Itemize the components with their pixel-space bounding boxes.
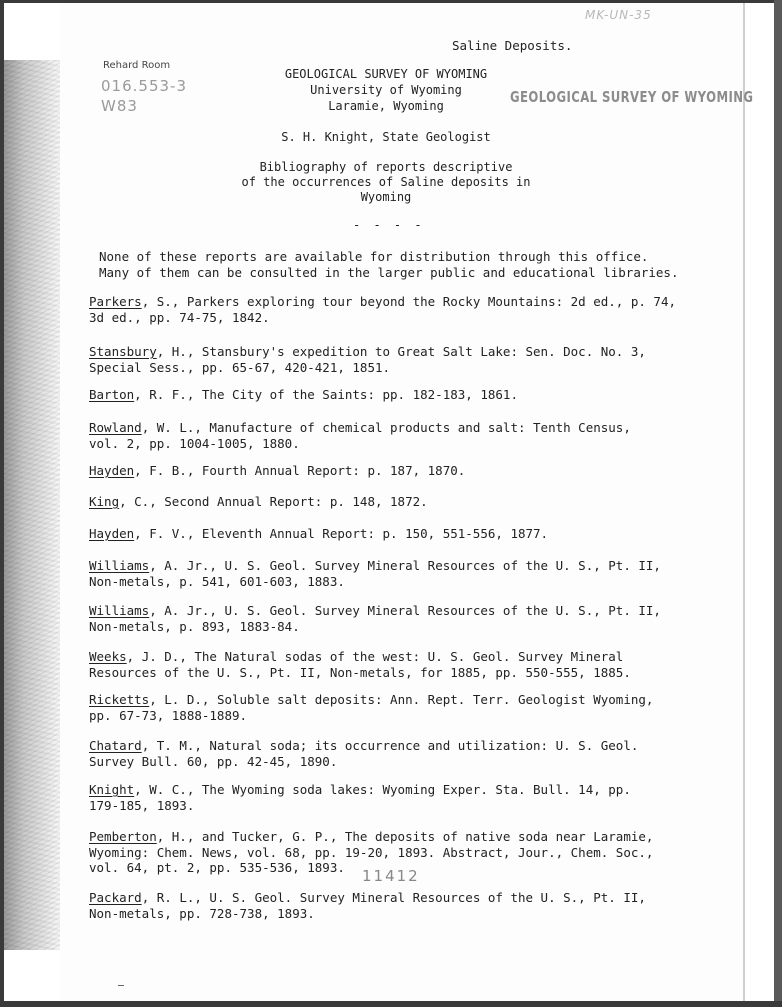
entry-text: Wyoming: Chem. News, vol. 68, pp. 19-20, 1893. Abstract, Jour., Chem. Soc., (89, 844, 654, 860)
bibliography-entry (89, 558, 661, 589)
subtitle-line: Wyoming (360, 190, 412, 204)
entry-author: Parkers (89, 294, 142, 309)
intro-line: Many of them can be consulted in the larger public and educational libraries. (99, 265, 679, 280)
margin-number: 11412 (362, 867, 420, 885)
entry-text: , R. L., U. S. Geol. Survey Mineral Resources of the U. S., Pt. II, (141, 890, 646, 905)
entry-author: Williams (89, 603, 150, 618)
bibliography-entry (89, 890, 646, 921)
entry-text: , W. L., Manufacture of chemical products and salt: Tenth Census, (141, 420, 631, 435)
entry-author: Rowland (89, 420, 142, 435)
city-name: Laramie, Wyoming (328, 99, 444, 113)
entry-author: Stansbury (89, 344, 157, 359)
entry-author: Williams (89, 558, 150, 573)
survey-stamp: GEOLOGICAL SURVEY OF WYOMING (510, 88, 754, 106)
border-bottom (0, 1001, 782, 1007)
separator: - - - - (353, 218, 425, 232)
entry-author: Hayden (89, 526, 135, 541)
entry-text: , H., Stansbury's expedition to Great Salt Lake: Sen. Doc. No. 3, (156, 344, 646, 359)
call-number-line: 016.553-3 (101, 77, 187, 95)
state-geologist: S. H. Knight, State Geologist (281, 130, 491, 144)
entry-author: King (89, 494, 120, 509)
call-number-line: W83 (101, 97, 138, 115)
document-topic: Saline Deposits. (452, 38, 573, 53)
entry-text: Survey Bull. 60, pp. 42-45, 1890. (89, 753, 338, 769)
entry-text: 3d ed., pp. 74-75, 1842. (89, 309, 270, 325)
bibliography-entry (89, 603, 661, 634)
border-top (0, 0, 782, 3)
entry-text: , L. D., Soluble salt deposits: Ann. Rept. Terr. Geologist Wyoming, (149, 692, 654, 707)
entry-text: vol. 64, pt. 2, pp. 535-536, 1893. (89, 860, 345, 875)
page-edge (743, 3, 776, 1001)
entry-author: Pemberton (89, 829, 157, 844)
entry-text: , F. B., Fourth Annual Report: p. 187, 1870. (134, 463, 466, 478)
book-binding-edge (4, 60, 60, 950)
entry-text: , C., Second Annual Report: p. 148, 1872. (119, 494, 428, 509)
reading-room-label: Rehard Room (103, 60, 171, 71)
bibliography-entry (89, 294, 676, 325)
bibliography-entry (89, 344, 646, 375)
bibliography-entry (89, 692, 653, 723)
entry-text: Resources of the U. S., Pt. II, Non-metals, for 1885, pp. 550-555, 1885. (89, 664, 631, 680)
bibliography-entry (89, 526, 548, 542)
entry-text: Non-metals, p. 541, 601-603, 1883. (89, 573, 345, 589)
stray-mark (118, 985, 124, 986)
entry-text: Non-metals, pp. 728-738, 1893. (89, 905, 315, 921)
entry-author: Ricketts (89, 692, 150, 707)
entry-author: Knight (89, 782, 135, 797)
entry-text: , S., Parkers exploring tour beyond the Rocky Mountains: 2d ed., p. 74, (141, 294, 677, 309)
entry-text: , A. Jr., U. S. Geol. Survey Mineral Resources of the U. S., Pt. II, (149, 603, 661, 618)
entry-author: Chatard (89, 738, 142, 753)
border-right (774, 0, 782, 1007)
entry-text: , H., and Tucker, G. P., The deposits of native soda near Laramie, (156, 829, 654, 844)
bibliography-entry (89, 463, 465, 479)
entry-text: , A. Jr., U. S. Geol. Survey Mineral Resources of the U. S., Pt. II, (149, 558, 661, 573)
bibliography-entry (89, 387, 518, 403)
entry-text: vol. 2, pp. 1004-1005, 1880. (89, 435, 300, 451)
entry-author: Packard (89, 890, 142, 905)
entry-text: pp. 67-73, 1888-1889. (89, 707, 248, 723)
entry-text: , R. F., The City of the Saints: pp. 182-183, 1861. (134, 387, 518, 402)
university-name: University of Wyoming (310, 83, 462, 97)
entry-author: Weeks (89, 649, 127, 664)
bibliography-entry (89, 420, 631, 451)
subtitle-line: Bibliography of reports descriptive (259, 160, 513, 174)
subtitle-line: of the occurrences of Saline deposits in (241, 175, 531, 189)
entry-text: , J. D., The Natural sodas of the west: U. S. Geol. Survey Mineral (126, 649, 624, 664)
entry-text: , T. M., Natural soda; its occurrence and utilization: U. S. Geol. (141, 738, 639, 753)
bibliography-entry (89, 494, 428, 510)
bibliography-entry (89, 649, 631, 680)
entry-text: Special Sess., pp. 65-67, 420-421, 1851. (89, 359, 391, 375)
bibliography-entry (89, 782, 631, 813)
entry-text: , F. V., Eleventh Annual Report: p. 150, 551-556, 1877. (134, 526, 549, 541)
entry-author: Hayden (89, 463, 135, 478)
call-number (101, 76, 187, 116)
entry-text: 179-185, 1893. (89, 797, 195, 813)
intro-line: None of these reports are available for distribution through this office. (99, 249, 649, 264)
bibliography-entry (89, 738, 638, 769)
entry-text: , W. C., The Wyoming soda lakes: Wyoming Exper. Sta. Bull. 14, pp. (134, 782, 631, 797)
border-left (0, 0, 4, 1007)
survey-name: GEOLOGICAL SURVEY OF WYOMING (284, 67, 488, 81)
entry-text: Non-metals, p. 893, 1883-84. (89, 618, 300, 634)
entry-author: Barton (89, 387, 135, 402)
corner-handwritten-note: MK-UN-35 (585, 8, 652, 22)
